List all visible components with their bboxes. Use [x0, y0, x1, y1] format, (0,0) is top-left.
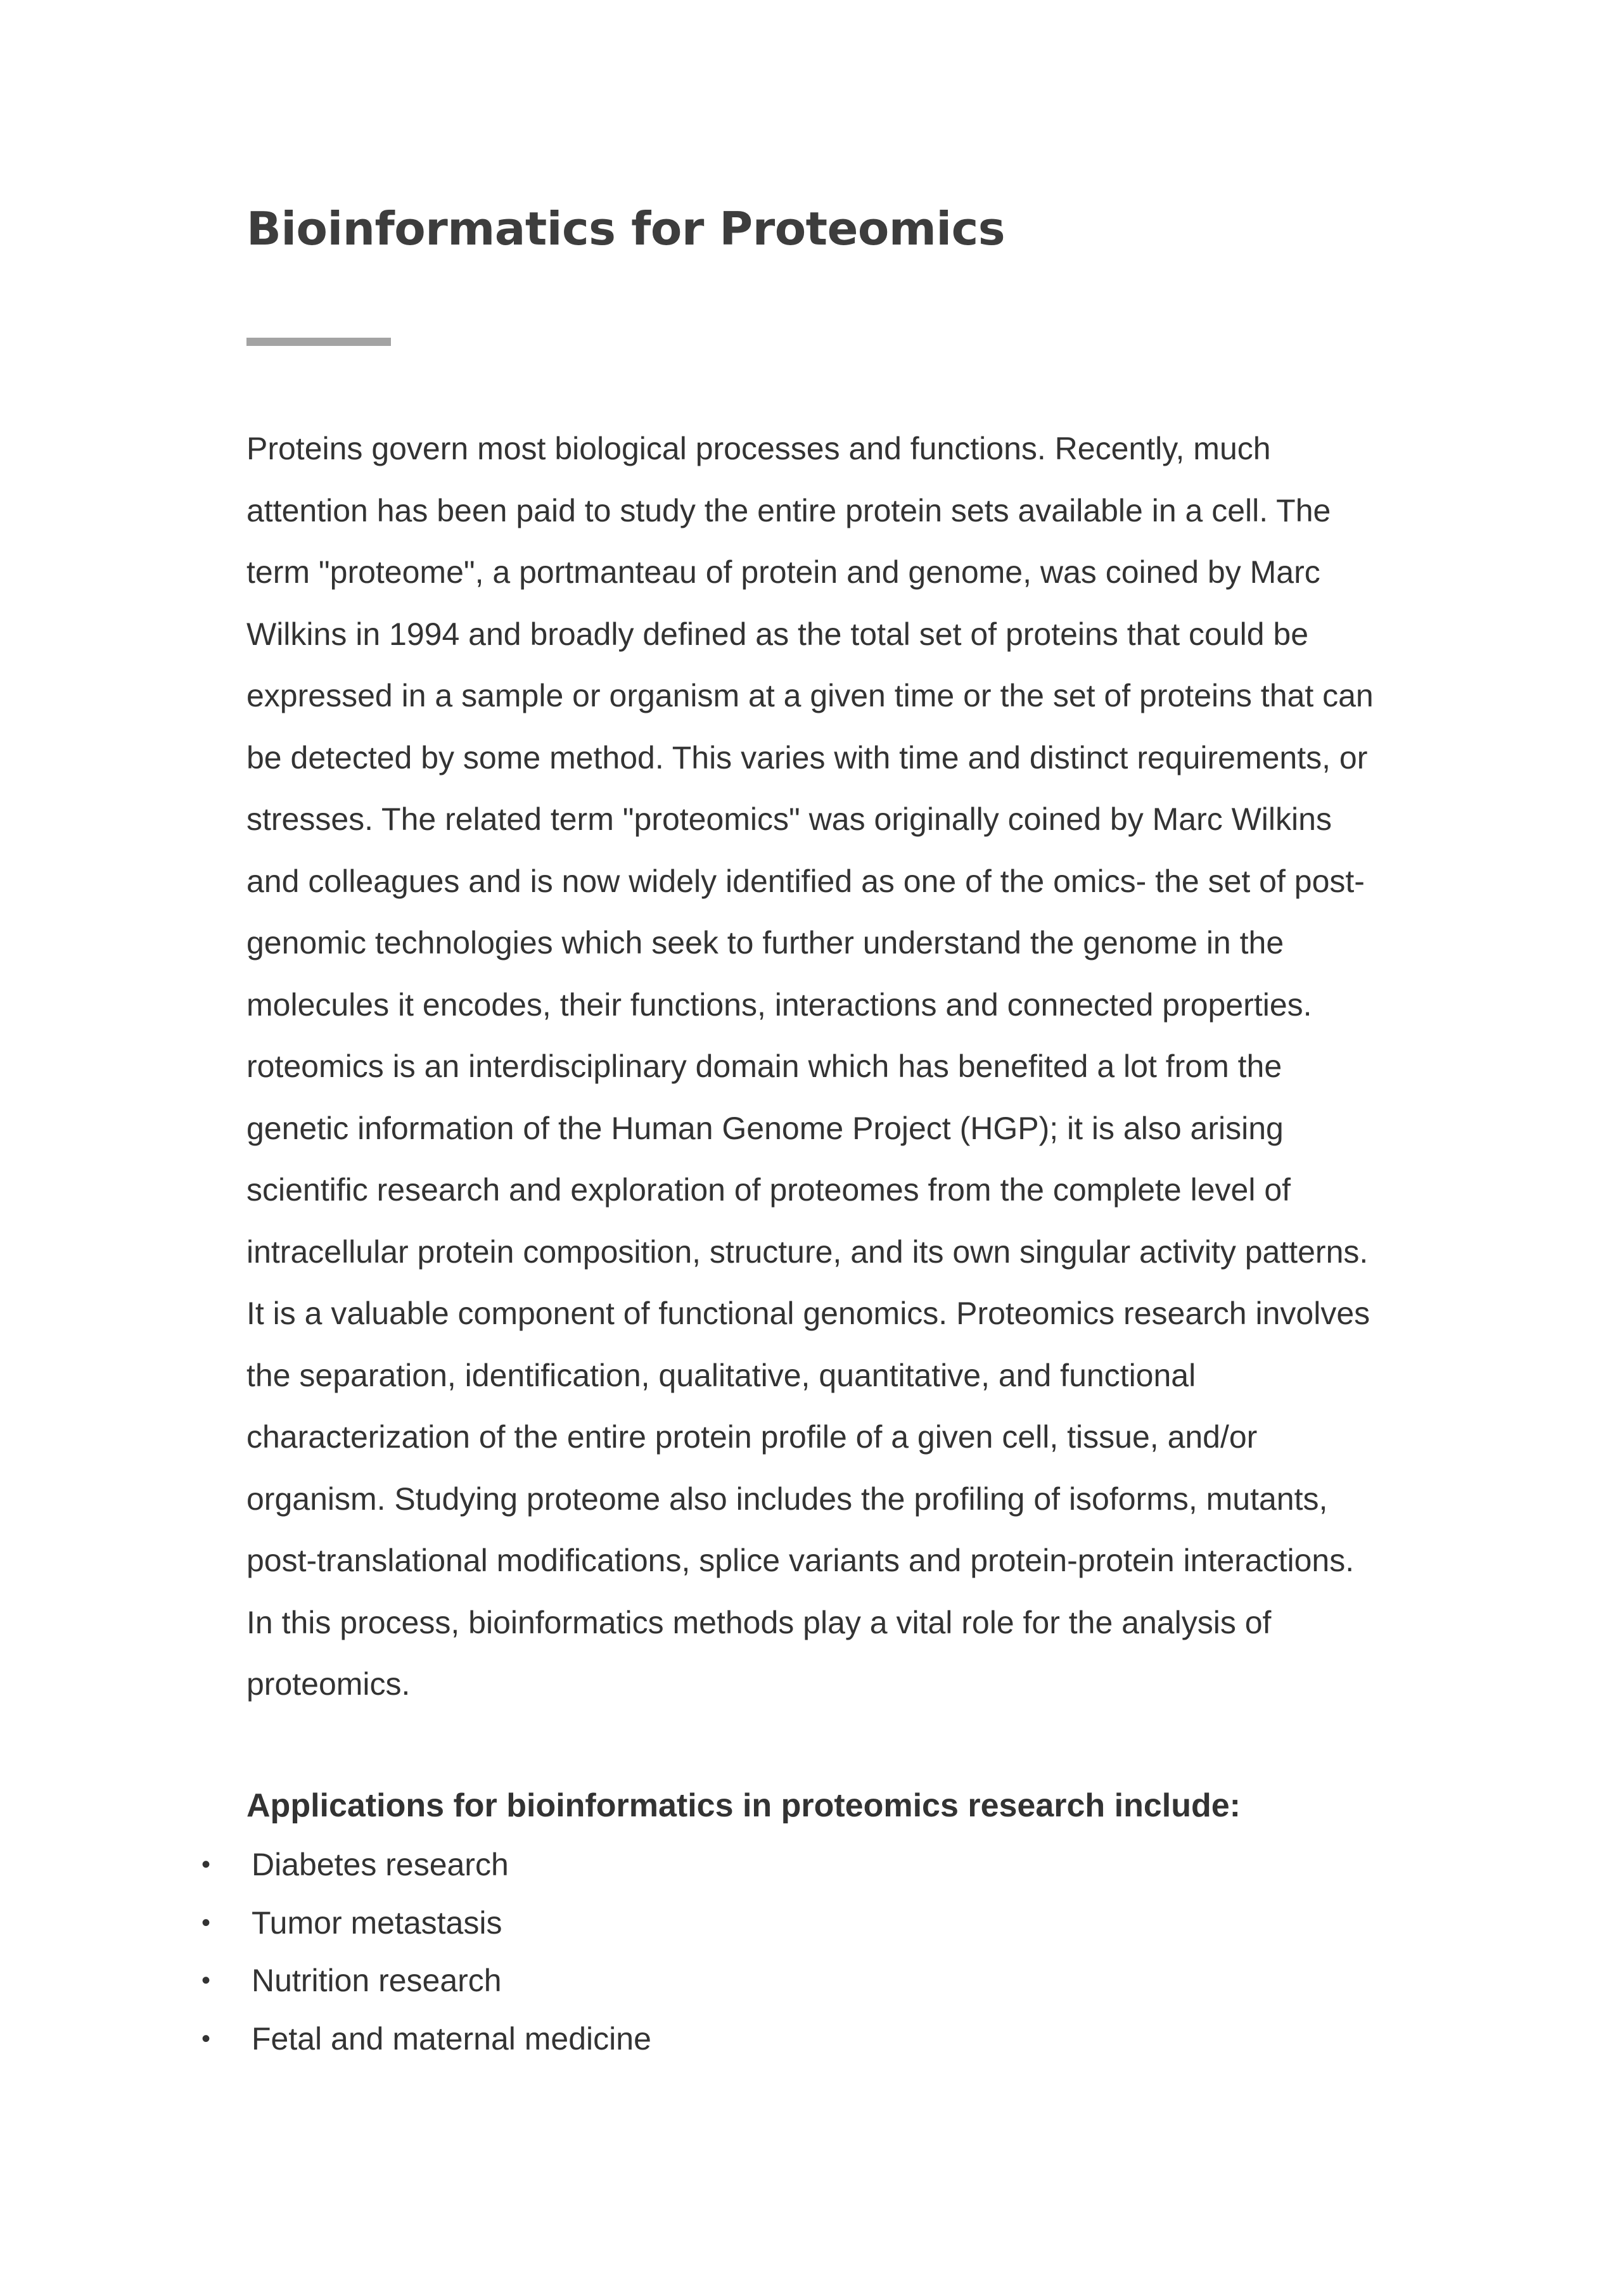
applications-heading: Applications for bioinformatics in proteomics research include: [246, 1787, 1241, 1824]
list-item [0, 1894, 651, 1953]
list-item [0, 1836, 651, 1894]
list-item-label: Diabetes research [252, 1847, 509, 1882]
applications-list [0, 1836, 651, 2068]
paragraph-proteomics-domain: roteomics is an interdisciplinary domain which has benefited a lot from the genetic information of the Human Genome Project (HGP); it is also arising scientific research and exploration of proteomes from the complete level of intracellular protein composition, structure, and its own singular activity patterns. It is a valuable component of functional genomics. Proteomics research involves the separation, identification, qualitative, quantitative, and functional characterization of the entire protein profile of a given cell, tissue, and/or organism. Studying proteome also includes the profiling of isoforms, mutants, post-translational modifications, splice variants and protein-protein interactions. In this process, bioinformatics methods play a vital role for the analysis of proteomics. [246, 1049, 1370, 1702]
page-title: Bioinformatics for Proteomics [246, 202, 1006, 255]
list-item-label: Nutrition research [252, 1963, 502, 1998]
title-underline-divider [246, 338, 391, 346]
list-item [0, 1952, 651, 2010]
bullet-icon: • [201, 1908, 211, 1937]
list-item [0, 2010, 651, 2069]
bullet-icon: • [201, 1967, 211, 1994]
paragraph-proteome-definition: Proteins govern most biological processes and functions. Recently, much attention has been paid to study the entire protein sets available in a cell. The term "proteome", a portmanteau of protein and genome, was coined by Marc Wilkins in 1994 and broadly defined as the total set of proteins that could be expressed in a sample or organism at a given time or the set of proteins that can be detected by some method. This varies with time and distinct requirements, or stresses. The related term "proteomics" was originally coined by Marc Wilkins and colleagues and is now widely identified as one of the omics- the set of post-genomic technologies which seek to further understand the genome in the molecules it encodes, their functions, interactions and connected properties. [246, 431, 1374, 1023]
list-item-label: Fetal and maternal medicine [252, 2020, 651, 2057]
bullet-icon: • [201, 1851, 211, 1878]
list-item-label: Tumor metastasis [252, 1904, 502, 1941]
body-text [246, 418, 1381, 1716]
bullet-icon: • [201, 2024, 211, 2053]
